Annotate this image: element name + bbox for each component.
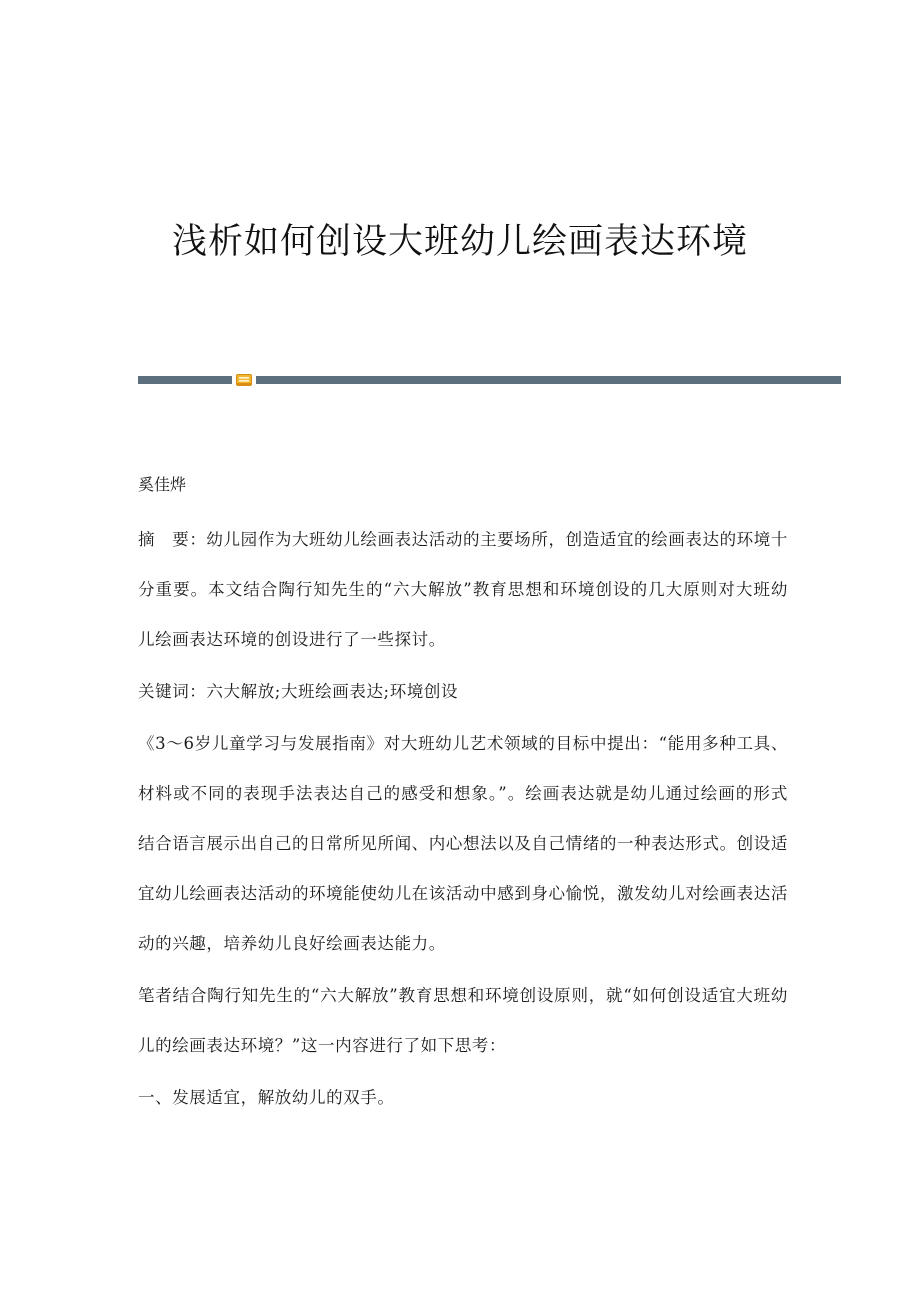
intro-paragraph: 《3～6岁儿童学习与发展指南》对大班幼儿艺术领域的目标中提出：“能用多种工具、材料或不同的表现手法表达自己的感受和想象。”。绘画表达就是幼儿通过绘画的形式结合语言展示出自己的日常所见所闻、内心想法以及自己情绪的一种表达形式。创设适宜幼儿绘画表达活动的环境能使幼儿在该活动中感到身心愉悦，激发幼儿对绘画表达活动的兴趣，培养幼儿良好绘画表达能力。	[138, 734, 788, 953]
document-title: 浅析如何创设大班幼儿绘画表达环境	[171, 222, 748, 262]
divider-bar-right	[256, 376, 841, 384]
author-name: 奚佳烨	[138, 475, 187, 494]
title-divider	[138, 373, 841, 387]
divider-bar-left	[138, 376, 232, 384]
author-note-paragraph: 笔者结合陶行知先生的“六大解放”教育思想和环境创设原则，就“如何创设适宜大班幼儿的绘画表达环境？”这一内容进行了如下思考：	[138, 986, 788, 1055]
keywords-line: 关键词：六大解放;大班绘画表达;环境创设	[138, 682, 459, 701]
section-heading-1: 一、发展适宜，解放幼儿的双手。	[138, 1088, 395, 1107]
book-icon	[236, 374, 252, 386]
abstract-paragraph: 摘 要：幼儿园作为大班幼儿绘画表达活动的主要场所，创造适宜的绘画表达的环境十分重要。本文结合陶行知先生的“六大解放”教育思想和环境创设的几大原则对大班幼儿绘画表达环境的创设进行了一些探讨。	[138, 530, 788, 649]
